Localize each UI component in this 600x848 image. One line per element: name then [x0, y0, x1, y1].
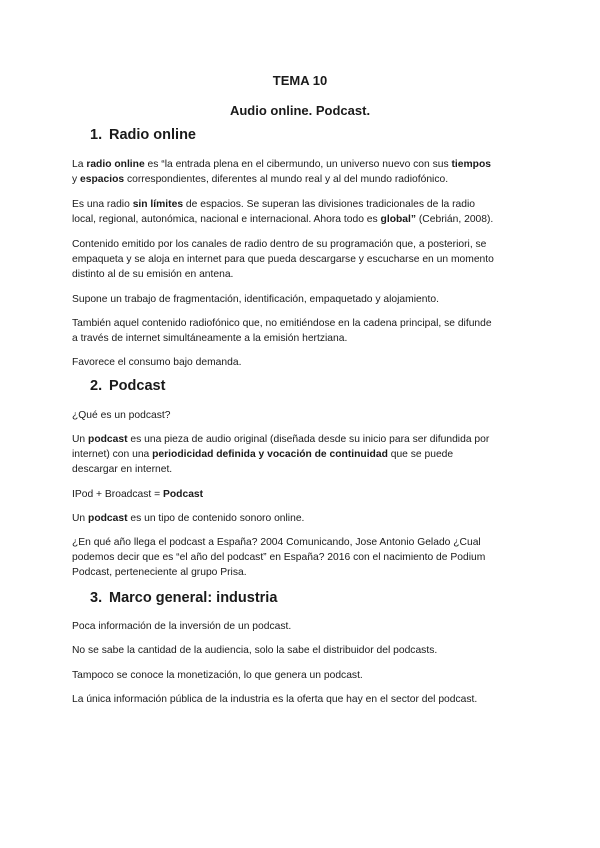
- section-number: 1.: [90, 127, 103, 143]
- paragraph: ¿En qué año llega el podcast a España? 2004 Comunicando, Jose Antonio Gelado ¿Cual podemos decir que es “el año del podcast” en España? 2016 con el nacimiento de Podium Podcast, perteneciente al grupo Prisa.: [72, 537, 486, 578]
- paragraph: Contenido emitido por los canales de radio dentro de su programación que, a posteriori, se empaqueta y se aloja en internet para que pueda descargarse y escucharse en un momento distinto al de su emisión en antena.: [72, 239, 494, 280]
- section-heading-podcast: [90, 378, 165, 394]
- paragraph: IPod + Broadcast = Podcast: [72, 489, 204, 500]
- paragraph: La radio online es “la entrada plena en el cibermundo, un universo nuevo con sus tiempos y espacios correspondientes, diferentes al mundo real y al del mundo radiofónico.: [72, 159, 491, 185]
- paragraph: Poca información de la inversión de un podcast.: [72, 621, 292, 632]
- paragraph: Favorece el consumo bajo demanda.: [72, 357, 242, 368]
- section-number: 2.: [90, 378, 103, 394]
- paragraph: Supone un trabajo de fragmentación, identificación, empaquetado y alojamiento.: [72, 294, 439, 305]
- section-heading-radio-online: [90, 127, 196, 143]
- paragraph: Un podcast es un tipo de contenido sonoro online.: [72, 513, 305, 524]
- section-number: 3.: [90, 590, 103, 606]
- section-title: Podcast: [109, 378, 166, 394]
- paragraph: Es una radio sin límites de espacios. Se superan las divisiones tradicionales de la radio local, regional, autonómica, nacional e internacional. Ahora todo es global” (Cebrián, 2008).: [72, 199, 494, 225]
- section-title: Radio online: [109, 127, 196, 143]
- paragraph: También aquel contenido radiofónico que, no emitiéndose en la cadena principal, se difunde a través de internet simultáneamente a la emisión hertziana.: [72, 318, 492, 344]
- paragraph: Un podcast es una pieza de audio original (diseñada desde su inicio para ser difundida por internet) con una periodicidad definida y vocación de continuidad que se puede descargar en internet.: [72, 434, 490, 475]
- tema-title: TEMA 10: [272, 73, 328, 88]
- paragraph: No se sabe la cantidad de la audiencia, solo la sabe el distribuidor del podcasts.: [72, 645, 438, 656]
- paragraph: ¿Qué es un podcast?: [72, 410, 171, 421]
- section-title: Marco general: industria: [109, 590, 278, 606]
- paragraph: La única información pública de la industria es la oferta que hay en el sector del podcast.: [72, 694, 478, 705]
- paragraph: Tampoco se conoce la monetización, lo que genera un podcast.: [72, 670, 363, 681]
- document-subtitle: Audio online. Podcast.: [229, 103, 371, 118]
- section-heading-marco-general: [90, 590, 277, 606]
